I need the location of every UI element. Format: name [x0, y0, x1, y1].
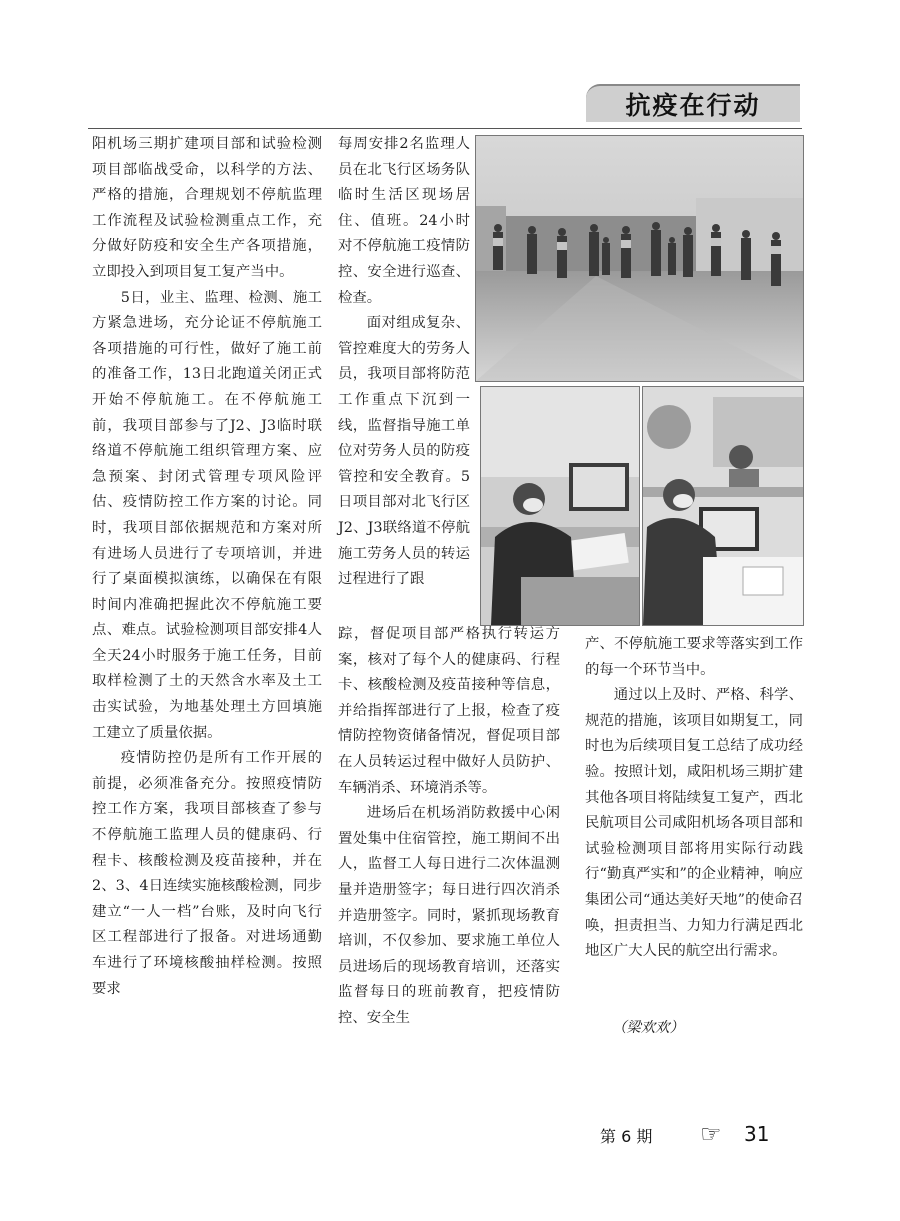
paragraph: 疫情防控仍是所有工作开展的前提，必须准备充分。按照疫情防控工作方案，我项目部核查了参与不停航施工监理人员的健康码、行程卡、核酸检测及疫苗接种，并在2、3、4日连续实施核酸检测，同步建立“一人一档”台账，及时向飞行区工程部进行了报备。对进场通勤车进行了环境核酸抽样检测。按照要求 — [92, 750, 322, 997]
outdoor-crowd-photo — [475, 135, 804, 382]
paragraph: 产、不停航施工要求等落实到工作的每一个环节当中。 — [585, 636, 803, 678]
paragraph: 踪，督促项目部严格执行转运方案，核对了每个人的健康码、行程卡、核酸检测及疫苗接种等信息，并给指挥部进行了上报，检查了疫情防控物资储备情况，督促项目部在人员转运过程中做好人员防护、车辆消杀、环境消杀等。 — [338, 626, 560, 796]
section-header-tab — [586, 84, 800, 122]
paragraph: 阳机场三期扩建项目部和试验检测项目部临战受命，以科学的方法、严格的措施，合理规划不停航监理工作流程及试验检测重点工作，充分做好防疫和安全生产各项措施，立即投入到项目复工复产当中。 — [92, 136, 322, 280]
paragraph: 进场后在机场消防救援中心闲置处集中住宿管控，施工期间不出人，监督工人每日进行二次体温测量并造册签字；每日进行四次消杀并造册签字。同时，紧抓现场教育培训，不仅参加、要求施工单位人员进场后的现场教育培训，还落实监督每日的班前教育，把疫情防控、安全生 — [338, 805, 560, 1026]
paragraph: 通过以上及时、严格、科学、规范的措施，该项目如期复工，同时也为后续项目复工总结了成功经验。按照计划，咸阳机场三期扩建其他各项目将陆续复工复产，西北民航项目公司咸阳机场各项目部和试验检测项目部将用实际行动践行“勤真严实和”的企业精神，响应集团公司“通达美好天地”的使命召唤，担责担当、力知力行满足西北地区广大人民的航空出行需求。 — [585, 687, 803, 960]
desk-registration-photo — [642, 386, 804, 626]
issue-label: 第 6 期 — [600, 1127, 653, 1146]
column-middle-top — [338, 132, 470, 593]
paragraph: 面对组成复杂、管控难度大的劳务人员，我项目部将防范工作重点下沉到一线，监督指导施工单位对劳务人员的防疫管控和安全教育。5日项目部对北飞行区J2、J3联络道不停航施工劳务人员的转运过程进行了跟 — [338, 315, 470, 588]
paragraph: 5日，业主、监理、检测、施工方紧急进场，充分论证不停航施工各项措施的可行性，做好了施工前的准备工作，13日北跑道关闭正式开始不停航施工。在不停航施工前，我项目部参与了J2、J3临时联络道不停航施工组织管理方案、应急预案、封闭式管理专项风险评估、疫情防控工作方案的讨论。同时，我项目部依据规范和方案对所有进场人员进行了专项培训，并进行了桌面模拟演练，以确保在有限时间内准确把握此次不停航施工要点、难点。试验检测项目部安排4人全天24小时服务于施工任务，目前取样检测了土的天然含水率及土工击实试验，为地基处理土方回填施工建立了质量依据。 — [92, 289, 322, 741]
column-right — [585, 632, 803, 965]
paragraph: 每周安排2名监理人员在北飞行区场务队临时生活区现场居住、值班。24小时对不停航施工疫情防控、安全进行巡查、检查。 — [338, 136, 470, 306]
page-number: 31 — [744, 1122, 770, 1146]
section-title: 抗疫在行动 — [625, 91, 761, 120]
column-left — [92, 132, 322, 1002]
author-byline: （梁欢欢） — [612, 1020, 684, 1036]
pointing-hand-icon: ☞ — [700, 1120, 722, 1148]
office-worker-photo — [480, 386, 640, 626]
header-rule — [88, 128, 802, 129]
column-middle-bottom — [338, 622, 560, 1032]
